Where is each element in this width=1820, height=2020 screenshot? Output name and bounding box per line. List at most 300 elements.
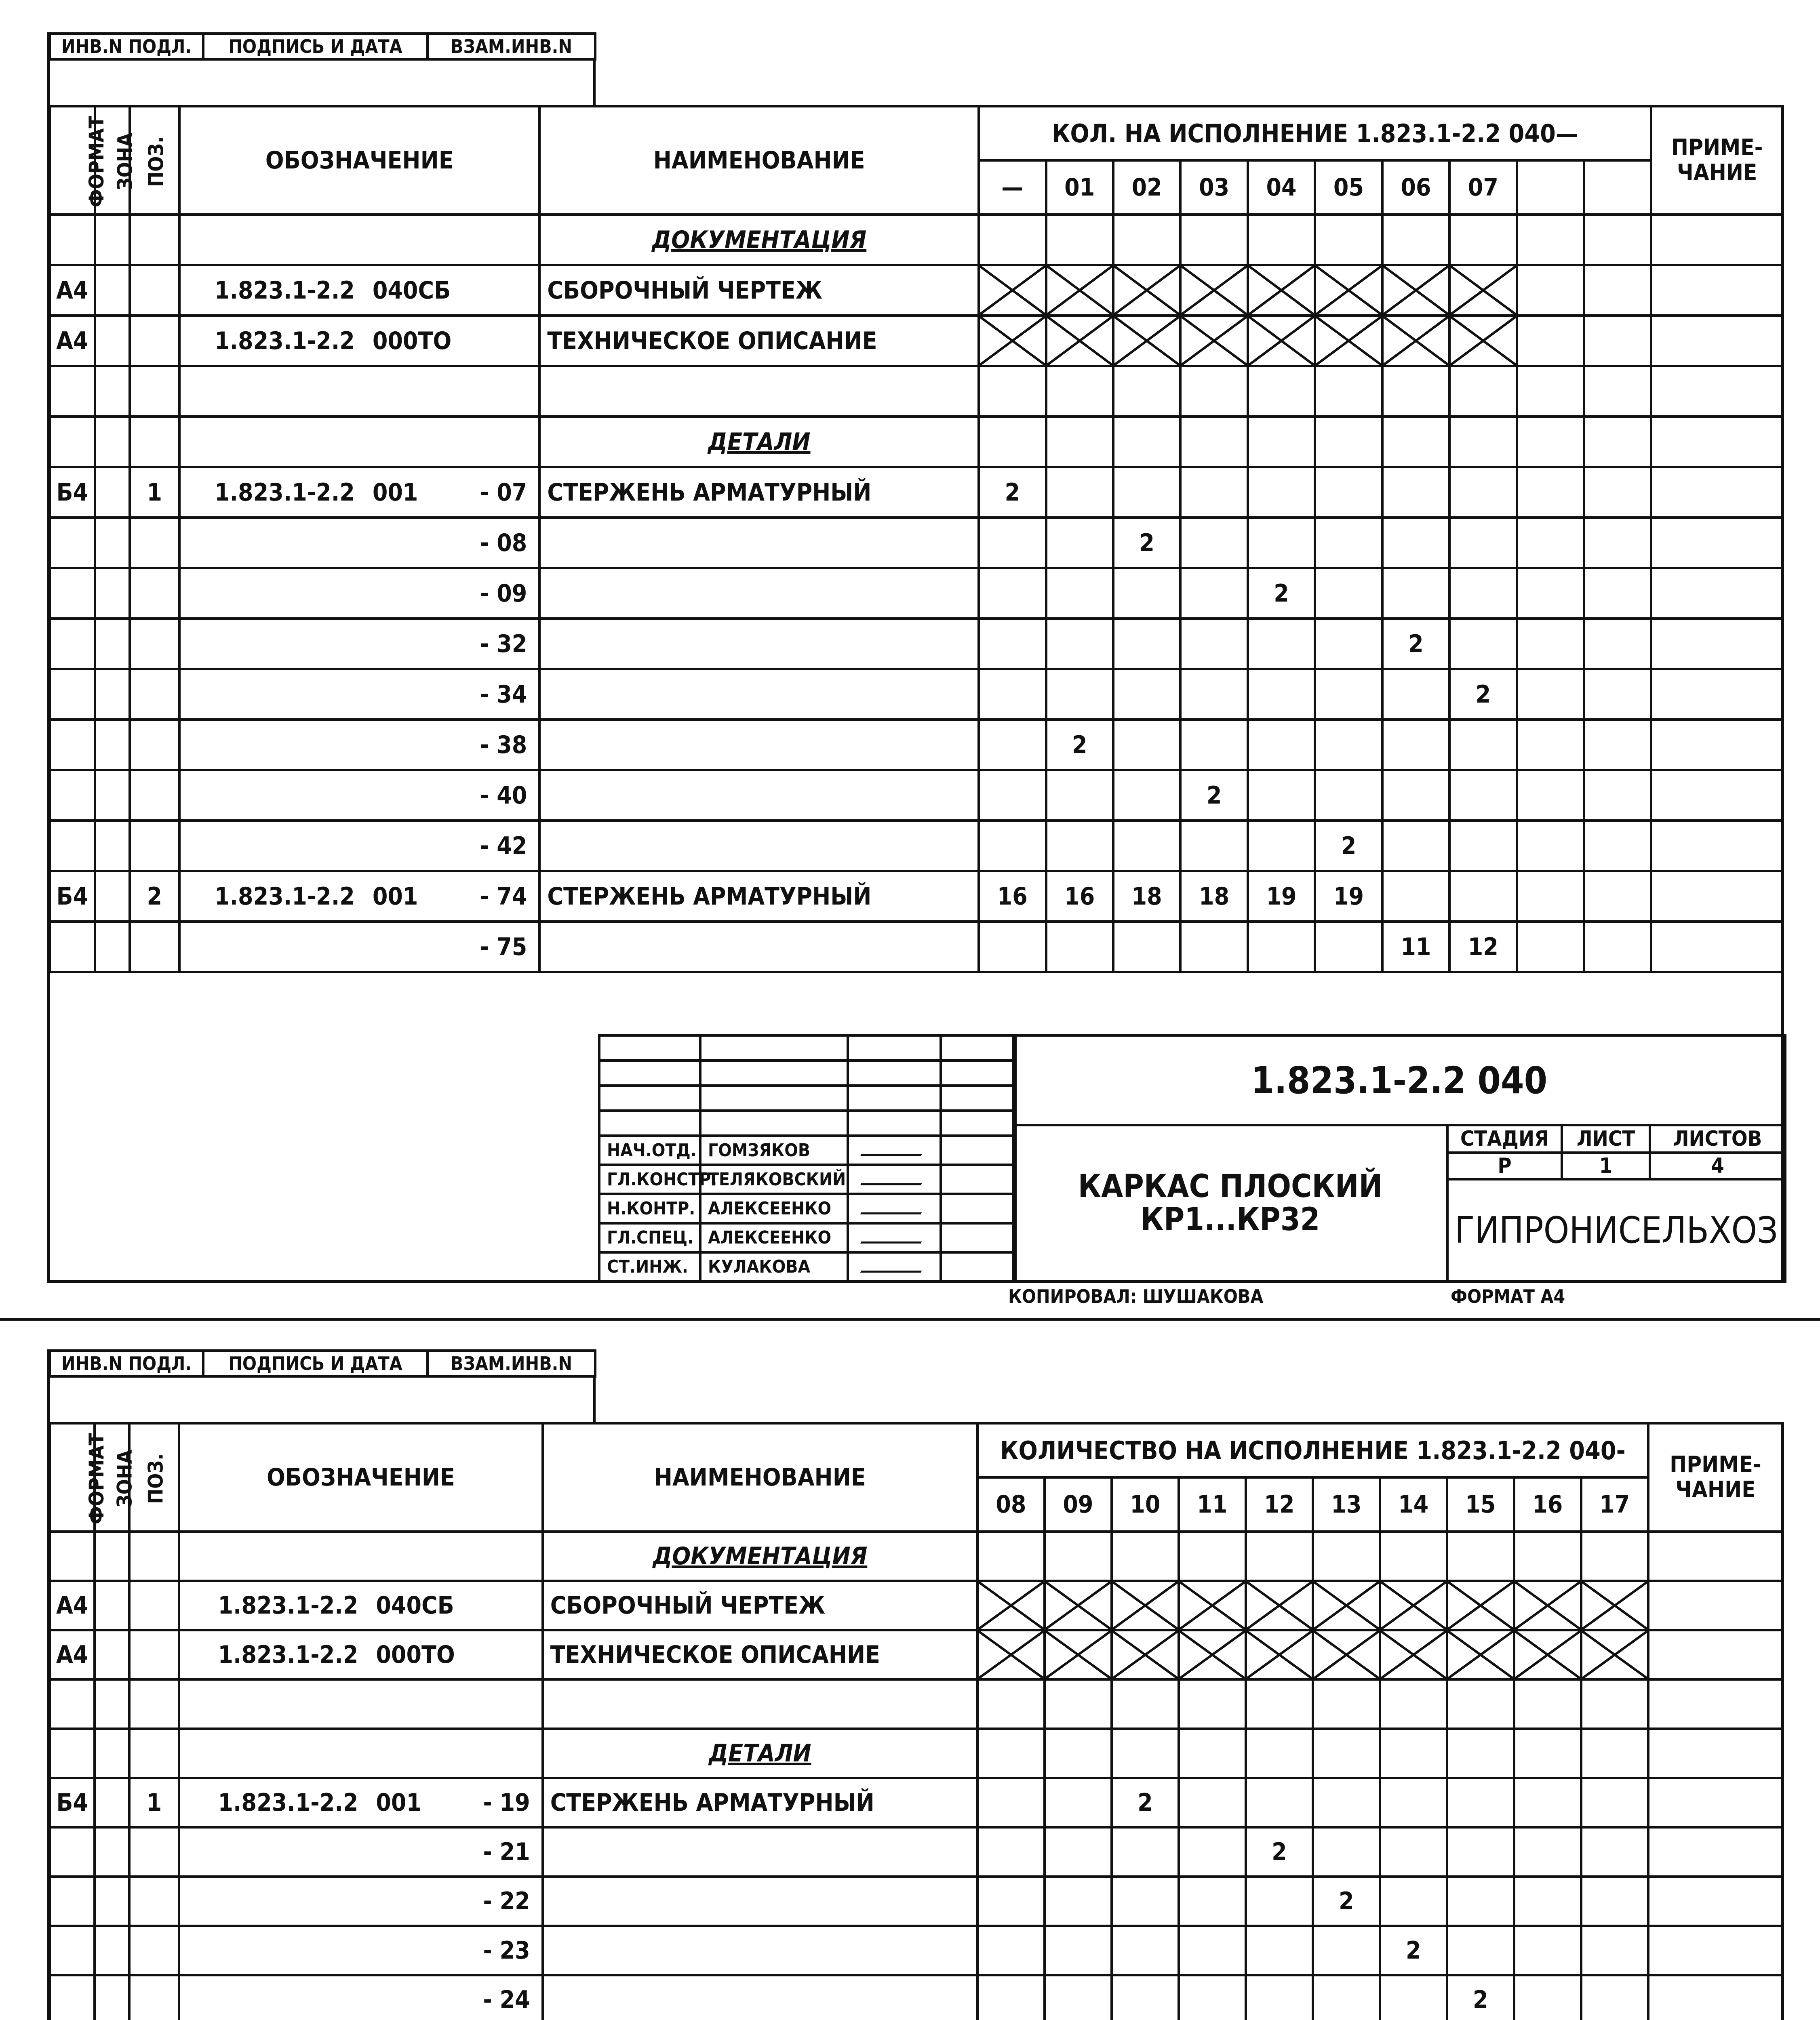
quantity-cell — [1447, 1926, 1514, 1975]
format-cell — [50, 1877, 95, 1926]
quantity-cell — [1180, 366, 1247, 417]
quantity-cell — [979, 669, 1046, 720]
quantity-cell — [979, 619, 1046, 669]
quantity-cell — [1581, 1778, 1648, 1827]
designation-code-cell: 1.823.1-2.2 — [179, 1630, 369, 1679]
name-cell — [539, 619, 979, 669]
quantity-cell-empty — [1517, 265, 1584, 316]
format-cell — [50, 417, 95, 467]
pos-cell — [130, 518, 179, 568]
zone-header-text: ЗОНА — [113, 1450, 137, 1508]
quantity-cell — [1382, 417, 1449, 467]
pos-cell — [129, 1581, 179, 1630]
format-header-text: ФОРМАТ — [85, 1433, 109, 1525]
quantity-cell: 2 — [1447, 1975, 1514, 2020]
name-cell — [543, 1877, 977, 1926]
quantity-cell — [979, 215, 1046, 265]
designation-code-cell: 1.823.1-2.2 — [179, 1581, 369, 1630]
name-cell — [543, 1827, 977, 1877]
quantity-cell — [977, 1877, 1045, 1926]
quantity-cell — [1449, 720, 1517, 770]
format-header — [50, 106, 109, 215]
quantity-cell — [979, 770, 1046, 821]
quantity-cell — [1179, 1679, 1246, 1729]
section-heading-text: ДЕТАЛИ — [709, 1739, 811, 1768]
designation-doc-cell — [366, 417, 453, 467]
quantity-cell — [1380, 1827, 1447, 1877]
table-row — [50, 1532, 1783, 1581]
note-cell — [1648, 1827, 1783, 1877]
quantity-cell — [1180, 417, 1247, 467]
quantity-cell — [1449, 871, 1517, 922]
quantity-cell — [1179, 1532, 1246, 1581]
quantity-cell — [1380, 1729, 1447, 1778]
quantity-cell — [1514, 1778, 1581, 1827]
designation-code-cell — [179, 669, 366, 720]
quantity-cell — [977, 1926, 1045, 1975]
note-cell — [1648, 1778, 1783, 1827]
note-cell — [1651, 518, 1783, 568]
table-row — [50, 669, 1783, 720]
not-applicable-cell — [1112, 1581, 1179, 1630]
zone-cell — [95, 265, 130, 316]
quantity-cell — [1581, 1975, 1648, 2020]
quantity-cell — [1046, 669, 1113, 720]
note-cell — [1648, 1679, 1783, 1729]
zone-cell — [95, 669, 130, 720]
pos-cell — [129, 1679, 179, 1729]
designation-doc-cell — [366, 215, 453, 265]
signature-row — [599, 1194, 1015, 1223]
table-row — [50, 316, 1783, 366]
quantity-cell — [1180, 215, 1247, 265]
zone-cell — [95, 922, 130, 972]
quantity-cell: 2 — [1449, 669, 1517, 720]
quantity-cell — [1248, 518, 1315, 568]
person-name-cell: ТЕЛЯКОВСКИЙ — [700, 1165, 848, 1194]
table-row — [50, 619, 1783, 669]
designation-variant-cell — [456, 1532, 543, 1581]
person-name-cell: АЛЕКСЕЕНКО — [700, 1194, 848, 1223]
pos-cell: 1 — [129, 1778, 179, 1827]
title-cells — [1012, 1034, 1786, 1283]
designation-code-cell — [179, 922, 366, 972]
empty-cell — [941, 1035, 1015, 1060]
quantity-cell — [1246, 1877, 1313, 1926]
quantity-cell — [1113, 720, 1180, 770]
note-cell — [1651, 215, 1783, 265]
quantity-cell — [1046, 467, 1113, 518]
date-cell — [941, 1136, 1015, 1165]
note-cell — [1651, 316, 1783, 366]
quantity-cell — [977, 1729, 1045, 1778]
quantity-cell — [1514, 1679, 1581, 1729]
not-applicable-cell — [1180, 316, 1247, 366]
pos-cell — [129, 1532, 179, 1581]
format-cell — [50, 720, 95, 770]
role-cell: НАЧ.ОТД. — [599, 1136, 700, 1165]
format-cell — [50, 1975, 95, 2020]
table-row — [50, 518, 1783, 568]
not-applicable-cell — [977, 1630, 1045, 1679]
table-row — [50, 417, 1783, 467]
empty-cell — [941, 1086, 1015, 1111]
quantity-cell — [1447, 1827, 1514, 1877]
quantity-cell — [1315, 467, 1382, 518]
designation-variant-cell — [456, 1729, 543, 1778]
format-cell: Б4 — [50, 467, 95, 518]
format-cell: Б4 — [50, 871, 95, 922]
designation-variant-cell: - 07 — [453, 467, 540, 518]
signature-table — [598, 1034, 1017, 1283]
quantity-cell — [1248, 821, 1315, 871]
quantity-cell-empty — [1517, 215, 1584, 265]
not-applicable-cell — [1246, 1581, 1313, 1630]
quantity-cell — [1113, 922, 1180, 972]
date-cell — [941, 1223, 1015, 1252]
designation-variant-cell — [456, 1630, 543, 1679]
document-code: 1.823.1-2.2 040 — [1013, 1035, 1785, 1125]
table-row — [50, 770, 1783, 821]
quantity-cell — [1514, 1926, 1581, 1975]
empty-cell — [848, 1111, 941, 1136]
quantity-cell — [1113, 619, 1180, 669]
name-cell — [543, 1975, 977, 2020]
designation-code-cell — [179, 1877, 369, 1926]
designation-code-cell — [179, 1827, 369, 1877]
designation-header: ОБОЗНАЧЕНИЕ — [179, 106, 539, 215]
quantity-cell — [1449, 770, 1517, 821]
quantity-cell — [1246, 1926, 1313, 1975]
signature-row-empty — [599, 1035, 1015, 1060]
signature-cell — [848, 1223, 941, 1252]
quantity-cell — [1315, 215, 1382, 265]
quantity-cell — [1382, 720, 1449, 770]
quantity-cell — [1315, 619, 1382, 669]
note-cell — [1648, 1630, 1783, 1679]
format-cell: А4 — [50, 1581, 95, 1630]
archive-stamp — [48, 1349, 596, 1378]
quantity-header: КОЛИЧЕСТВО НА ИСПОЛНЕНИЕ 1.823.1-2.2 040- — [977, 1423, 1648, 1477]
empty-cell — [599, 1035, 700, 1060]
name-cell — [539, 669, 979, 720]
variant-header: 08 — [977, 1477, 1045, 1532]
format-cell — [50, 669, 95, 720]
title-block — [598, 1034, 1784, 1283]
variant-header: 03 — [1180, 160, 1247, 215]
quantity-cell: 2 — [1313, 1877, 1380, 1926]
quantity-cell — [1113, 366, 1180, 417]
format-cell — [50, 1926, 95, 1975]
designation-variant-cell: - 38 — [453, 720, 540, 770]
quantity-cell — [1246, 1679, 1313, 1729]
not-applicable-cell — [1315, 265, 1382, 316]
quantity-cell-empty — [1584, 619, 1651, 669]
title-line-2: КР1...КР32 — [1140, 1201, 1320, 1238]
designation-doc-cell: 001 — [366, 871, 453, 922]
quantity-cell — [1248, 619, 1315, 669]
quantity-cell — [1248, 467, 1315, 518]
quantity-cell — [1313, 1975, 1380, 2020]
table-row — [50, 366, 1783, 417]
note-cell — [1651, 922, 1783, 972]
sheet-2 — [0, 1349, 1820, 2020]
quantity-cell — [1248, 720, 1315, 770]
quantity-cell — [979, 366, 1046, 417]
copied-by: КОПИРОВАЛ: ШУШАКОВА — [1008, 1286, 1264, 1307]
quantity-cell — [1315, 518, 1382, 568]
pos-cell — [130, 366, 179, 417]
note-cell — [1648, 1581, 1783, 1630]
quantity-cell-empty — [1584, 922, 1651, 972]
zone-cell — [95, 215, 130, 265]
section-heading-text: ДОКУМЕНТАЦИЯ — [653, 1542, 868, 1570]
not-applicable-cell — [1113, 316, 1180, 366]
table-row — [50, 871, 1783, 922]
quantity-cell — [1179, 1877, 1246, 1926]
quantity-cell — [1313, 1679, 1380, 1729]
quantity-cell — [1046, 215, 1113, 265]
variant-header: 07 — [1449, 160, 1517, 215]
table-row — [50, 821, 1783, 871]
designation-variant-cell: - 34 — [453, 669, 540, 720]
quantity-cell — [1246, 1532, 1313, 1581]
note-header: ПРИМЕ-ЧАНИЕ — [1648, 1423, 1783, 1532]
specification-table — [48, 1422, 1784, 2020]
designation-doc-cell: 000ТО — [369, 1630, 456, 1679]
name-cell: СТЕРЖЕНЬ АРМАТУРНЫЙ — [539, 871, 979, 922]
not-applicable-cell — [1380, 1630, 1447, 1679]
note-cell — [1648, 1877, 1783, 1926]
not-applicable-cell — [1447, 1630, 1514, 1679]
role-cell: СТ.ИНЖ. — [599, 1252, 700, 1281]
format-cell — [50, 1532, 95, 1581]
quantity-cell — [979, 720, 1046, 770]
quantity-cell — [1313, 1729, 1380, 1778]
designation-doc-cell — [366, 922, 453, 972]
table-row — [50, 215, 1783, 265]
not-applicable-cell — [977, 1581, 1045, 1630]
table-row — [50, 467, 1783, 518]
name-cell: ТЕХНИЧЕСКОЕ ОПИСАНИЕ — [539, 316, 979, 366]
not-applicable-cell — [1113, 265, 1180, 316]
quantity-cell — [1380, 1877, 1447, 1926]
quantity-cell — [1248, 922, 1315, 972]
not-applicable-cell — [1046, 265, 1113, 316]
quantity-cell — [1581, 1532, 1648, 1581]
signature-row-empty — [599, 1111, 1015, 1136]
zone-cell — [95, 1975, 129, 2020]
signature-cell — [848, 1194, 941, 1223]
quantity-cell — [1112, 1877, 1179, 1926]
note-cell — [1648, 1532, 1783, 1581]
not-applicable-cell — [1382, 316, 1449, 366]
person-name-cell: ГОМЗЯКОВ — [700, 1136, 848, 1165]
pos-cell: 1 — [130, 467, 179, 518]
variant-header: 05 — [1315, 160, 1382, 215]
table-row — [50, 1778, 1783, 1827]
not-applicable-cell — [1045, 1630, 1112, 1679]
quantity-cell — [1315, 922, 1382, 972]
quantity-cell: 2 — [1112, 1778, 1179, 1827]
designation-code-cell — [179, 720, 366, 770]
quantity-cell — [1315, 568, 1382, 619]
quantity-cell-empty — [1517, 316, 1584, 366]
quantity-cell: 2 — [1113, 518, 1180, 568]
quantity-cell: 2 — [1248, 568, 1315, 619]
table-row — [50, 1926, 1783, 1975]
section-heading — [539, 215, 979, 265]
quantity-cell-empty — [1584, 871, 1651, 922]
quantity-cell — [979, 417, 1046, 467]
quantity-cell — [1045, 1729, 1112, 1778]
quantity-cell-empty — [1584, 467, 1651, 518]
designation-variant-cell — [453, 316, 540, 366]
zone-cell — [95, 619, 130, 669]
name-cell: СБОРОЧНЫЙ ЧЕРТЕЖ — [543, 1581, 977, 1630]
designation-code-cell — [179, 518, 366, 568]
quantity-cell — [1246, 1729, 1313, 1778]
quantity-cell — [1246, 1778, 1313, 1827]
quantity-cell — [1449, 821, 1517, 871]
designation-doc-cell — [366, 770, 453, 821]
quantity-cell — [1180, 922, 1247, 972]
sheet-separator — [0, 1318, 1820, 1321]
quantity-cell — [1514, 1877, 1581, 1926]
quantity-cell — [1112, 1532, 1179, 1581]
empty-cell — [848, 1035, 941, 1060]
quantity-cell — [1113, 467, 1180, 518]
not-applicable-cell — [1447, 1581, 1514, 1630]
quantity-cell — [1449, 215, 1517, 265]
designation-doc-cell — [366, 568, 453, 619]
designation-doc-cell — [369, 1926, 456, 1975]
quantity-cell — [1046, 770, 1113, 821]
variant-header: 14 — [1380, 1477, 1447, 1532]
variant-header: 04 — [1248, 160, 1315, 215]
quantity-cell-empty — [1584, 720, 1651, 770]
pos-cell — [130, 821, 179, 871]
stamp-cell: ВЗАМ.ИНВ.N — [428, 1351, 595, 1376]
name-cell — [539, 366, 979, 417]
quantity-cell-empty — [1584, 316, 1651, 366]
note-cell — [1651, 770, 1783, 821]
quantity-cell — [977, 1975, 1045, 2020]
designation-doc-cell — [366, 669, 453, 720]
quantity-cell — [1113, 821, 1180, 871]
table-row — [50, 922, 1783, 972]
empty-cell — [700, 1035, 848, 1060]
quantity-cell — [1113, 770, 1180, 821]
quantity-cell-empty — [1517, 366, 1584, 417]
quantity-cell — [1382, 366, 1449, 417]
zone-cell — [95, 720, 130, 770]
quantity-header: КОЛ. НА ИСПОЛНЕНИЕ 1.823.1-2.2 040— — [979, 106, 1651, 160]
not-applicable-cell — [1179, 1581, 1246, 1630]
zone-cell — [95, 1581, 129, 1630]
designation-variant-cell — [453, 215, 540, 265]
empty-cell — [700, 1111, 848, 1136]
not-applicable-cell — [1045, 1581, 1112, 1630]
variant-header: 15 — [1447, 1477, 1514, 1532]
designation-doc-cell — [366, 821, 453, 871]
sheet-value: 1 — [1562, 1153, 1650, 1179]
format-cell — [50, 922, 95, 972]
note-cell — [1651, 720, 1783, 770]
stamp-cell: ПОДПИСЬ И ДАТА — [203, 34, 428, 59]
variant-header: 02 — [1113, 160, 1180, 215]
quantity-cell — [1112, 1729, 1179, 1778]
empty-cell — [941, 1060, 1015, 1086]
note-cell — [1651, 568, 1783, 619]
name-cell: ТЕХНИЧЕСКОЕ ОПИСАНИЕ — [543, 1630, 977, 1679]
quantity-cell — [1514, 1827, 1581, 1877]
table-row — [50, 1877, 1783, 1926]
zone-cell — [95, 1679, 129, 1729]
signature-cell — [848, 1136, 941, 1165]
quantity-cell-empty — [1584, 417, 1651, 467]
quantity-cell: 16 — [979, 871, 1046, 922]
quantity-cell — [1045, 1827, 1112, 1877]
designation-variant-cell: - 40 — [453, 770, 540, 821]
empty-cell — [700, 1086, 848, 1111]
designation-variant-cell: - 75 — [453, 922, 540, 972]
name-cell: СБОРОЧНЫЙ ЧЕРТЕЖ — [539, 265, 979, 316]
pos-cell — [129, 1827, 179, 1877]
designation-code-cell — [179, 619, 366, 669]
table-row — [50, 720, 1783, 770]
designation-variant-cell: - 08 — [453, 518, 540, 568]
designation-code-cell — [179, 1532, 369, 1581]
format-label: ФОРМАТ А4 — [1451, 1286, 1565, 1307]
stamp-cell: ПОДПИСЬ И ДАТА — [203, 1351, 428, 1376]
format-cell — [50, 1679, 95, 1729]
pos-cell — [129, 1975, 179, 2020]
not-applicable-cell — [1246, 1630, 1313, 1679]
quantity-cell: 2 — [1382, 619, 1449, 669]
not-applicable-cell — [1112, 1630, 1179, 1679]
quantity-cell: 18 — [1180, 871, 1247, 922]
quantity-cell — [1180, 821, 1247, 871]
name-cell — [543, 1926, 977, 1975]
designation-doc-cell — [369, 1532, 456, 1581]
table-row — [50, 1679, 1783, 1729]
designation-doc-cell — [366, 518, 453, 568]
table-row — [50, 1581, 1783, 1630]
quantity-cell — [1112, 1926, 1179, 1975]
quantity-cell — [1180, 467, 1247, 518]
name-cell — [539, 922, 979, 972]
name-cell — [543, 1679, 977, 1729]
variant-header-empty — [1517, 160, 1584, 215]
quantity-cell-empty — [1584, 366, 1651, 417]
table-row — [50, 1630, 1783, 1679]
note-cell — [1651, 821, 1783, 871]
variant-header: — — [979, 160, 1046, 215]
stamp-tick — [593, 1378, 596, 1422]
quantity-cell-empty — [1584, 770, 1651, 821]
quantity-cell — [1581, 1827, 1648, 1877]
quantity-cell — [1112, 1975, 1179, 2020]
sheets-label: ЛИСТОВ — [1650, 1125, 1785, 1153]
header-row — [50, 1423, 1783, 1477]
designation-variant-cell: - 23 — [456, 1926, 543, 1975]
quantity-cell-empty — [1517, 619, 1584, 669]
pos-cell — [130, 265, 179, 316]
designation-variant-cell: - 19 — [456, 1778, 543, 1827]
table-row — [50, 1975, 1783, 2020]
quantity-cell-empty — [1517, 871, 1584, 922]
